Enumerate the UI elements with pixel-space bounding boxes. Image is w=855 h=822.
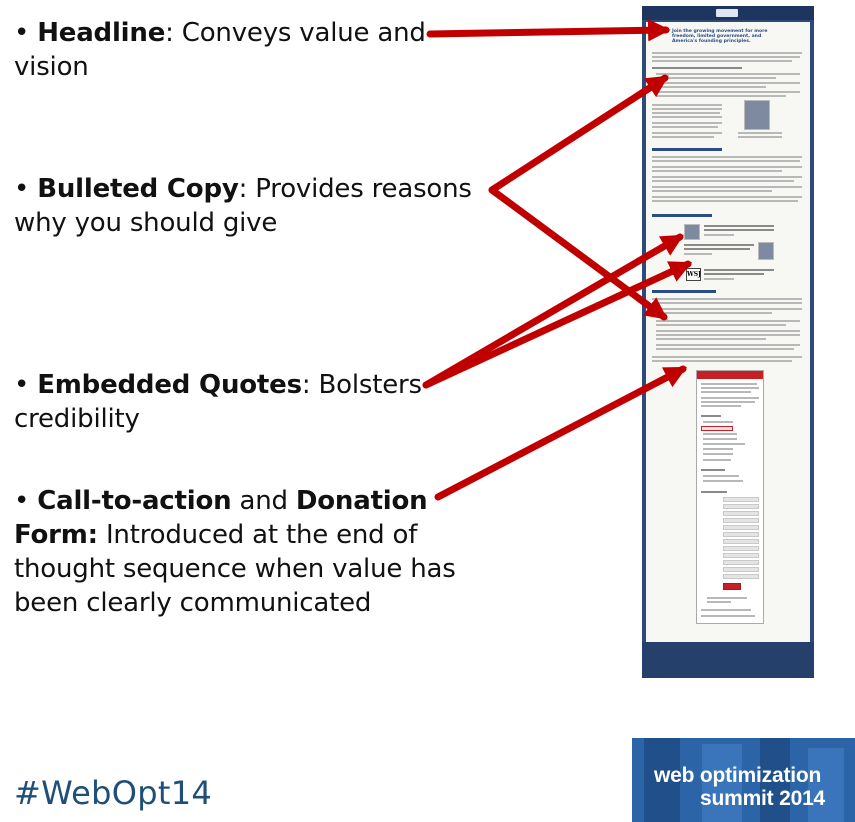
bullet-term: Bulleted Copy xyxy=(37,174,239,204)
page-headline: Join the growing movement for more freedom, limited government, and America's founding principles. xyxy=(672,29,768,45)
badge-line-1: web optimization xyxy=(654,764,822,787)
arrow-headline xyxy=(430,30,666,34)
section-heading-experts xyxy=(652,214,712,217)
bullet-desc: Introduced at the end of thought sequence when value has been clearly communicated xyxy=(14,520,456,618)
give-button[interactable] xyxy=(723,583,741,590)
bullet-sep: : xyxy=(301,370,311,400)
bullet-term: Headline xyxy=(37,18,166,48)
bullet-desc: Conveys value and vision xyxy=(14,18,426,82)
bullet-join: and xyxy=(231,486,296,516)
bullet-desc: Provides reasons why you should give xyxy=(14,174,472,238)
site-logo xyxy=(716,9,738,17)
bullet-headline xyxy=(14,16,434,84)
donation-form[interactable] xyxy=(696,370,764,624)
quote-photo-2 xyxy=(758,242,774,260)
bullet-term: Call-to-action xyxy=(37,486,232,516)
page-footer xyxy=(642,642,814,678)
bullet-sep: : xyxy=(238,174,248,204)
arrow-bulleted-copy-up xyxy=(492,78,665,190)
wsj-logo: WSJ xyxy=(686,268,701,281)
badge-line-2: summit 2014 xyxy=(700,787,826,810)
donation-form-header xyxy=(697,371,763,379)
bullet-bulleted-copy xyxy=(14,172,484,240)
bullet-embedded-quotes xyxy=(14,368,434,436)
quote-photo-1 xyxy=(684,224,700,240)
author-photo xyxy=(744,100,770,130)
bullet-call-to-action xyxy=(14,484,484,620)
page-body xyxy=(646,22,810,642)
arrow-bulleted-copy-down xyxy=(492,190,664,317)
bullet-term: Embedded Quotes xyxy=(37,370,302,400)
hashtag: #WebOpt14 xyxy=(14,774,213,812)
bullet-mark: • xyxy=(14,18,30,48)
bullet-sep: : xyxy=(165,18,174,48)
section-heading-solutions xyxy=(652,290,716,293)
section-heading-liberty xyxy=(652,148,722,151)
landing-page-screenshot xyxy=(642,6,814,678)
bullet-desc: Bolsters credibility xyxy=(14,370,422,434)
summit-logo-badge xyxy=(632,738,855,822)
bullet-mark: • xyxy=(14,370,30,400)
bullet-mark: • xyxy=(14,174,30,204)
bullet-mark: • xyxy=(14,486,30,516)
bullet-term-2: Donation Form: xyxy=(14,486,428,550)
